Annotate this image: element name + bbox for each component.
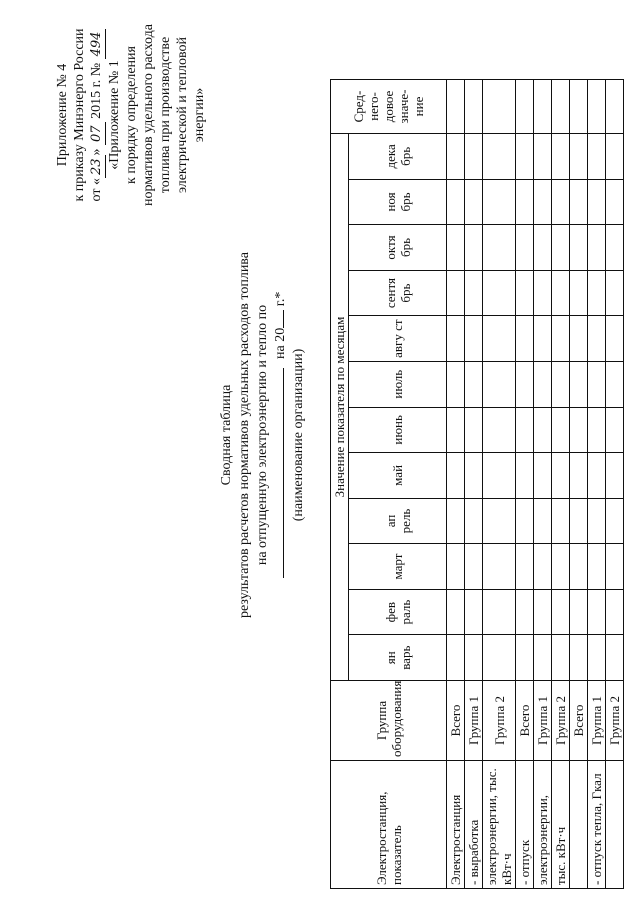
- table-row: [516, 80, 534, 889]
- month-value-cell: [465, 544, 483, 590]
- month-value-cell: [552, 225, 570, 271]
- month-value-cell: [465, 361, 483, 407]
- month-value-cell: [588, 589, 606, 635]
- month-value-cell: [570, 270, 588, 316]
- month-value-cell: [570, 635, 588, 681]
- month-header: март: [349, 544, 447, 590]
- month-value-cell: [465, 498, 483, 544]
- station-cell: Электростанция: [447, 761, 465, 889]
- group-cell: Всего: [516, 681, 534, 761]
- group-cell: Группа 2: [483, 681, 516, 761]
- month-value-cell: [447, 544, 465, 590]
- month-value-cell: [516, 179, 534, 225]
- month-value-cell: [570, 361, 588, 407]
- month-value-cell: [534, 316, 552, 362]
- col-average-header: Сред-него-довое значе-ние: [331, 80, 447, 134]
- month-value-cell: [570, 179, 588, 225]
- organization-caption: (наименование организации): [291, 348, 306, 522]
- average-value-cell: [483, 80, 516, 134]
- month-value-cell: [570, 225, 588, 271]
- month-value-cell: [516, 270, 534, 316]
- month-value-cell: [534, 270, 552, 316]
- month-header: ап рель: [349, 498, 447, 544]
- date-mid: »: [89, 148, 104, 156]
- order-day: 23: [88, 155, 106, 178]
- month-header: ян варь: [349, 635, 447, 681]
- station-cell: - отпуск тепла, Гкал: [588, 761, 606, 889]
- month-value-cell: [447, 134, 465, 180]
- month-value-cell: [552, 453, 570, 499]
- table-row: [483, 80, 516, 889]
- average-value-cell: [534, 80, 552, 134]
- month-value-cell: [447, 316, 465, 362]
- month-value-cell: [516, 316, 534, 362]
- group-cell: Всего: [570, 681, 588, 761]
- group-cell: Группа 1: [588, 681, 606, 761]
- month-value-cell: [465, 134, 483, 180]
- table-row: [606, 80, 624, 889]
- month-value-cell: [606, 407, 624, 453]
- month-value-cell: [552, 635, 570, 681]
- month-value-cell: [552, 270, 570, 316]
- month-value-cell: [534, 134, 552, 180]
- month-header: ноя брь: [349, 179, 447, 225]
- month-value-cell: [465, 635, 483, 681]
- month-value-cell: [483, 589, 516, 635]
- average-value-cell: [588, 80, 606, 134]
- month-value-cell: [516, 453, 534, 499]
- month-value-cell: [483, 635, 516, 681]
- month-value-cell: [465, 453, 483, 499]
- month-value-cell: [483, 453, 516, 499]
- month-header: июль: [349, 361, 447, 407]
- month-value-cell: [483, 361, 516, 407]
- month-value-cell: [483, 407, 516, 453]
- table-row: [447, 80, 465, 889]
- month-value-cell: [552, 498, 570, 544]
- month-value-cell: [588, 270, 606, 316]
- month-value-cell: [534, 635, 552, 681]
- month-value-cell: [588, 544, 606, 590]
- month-header: май: [349, 453, 447, 499]
- group-cell: Группа 1: [465, 681, 483, 761]
- average-value-cell: [516, 80, 534, 134]
- month-value-cell: [516, 635, 534, 681]
- month-value-cell: [465, 179, 483, 225]
- month-value-cell: [483, 544, 516, 590]
- month-value-cell: [588, 361, 606, 407]
- month-value-cell: [534, 225, 552, 271]
- title-line-3: на отпущенную электроэнергию и тепло по: [255, 304, 270, 566]
- month-value-cell: [552, 134, 570, 180]
- month-value-cell: [552, 589, 570, 635]
- order-year: 2015 г. №: [89, 62, 104, 119]
- month-value-cell: [516, 498, 534, 544]
- months-header: Значение показателя по месяцам: [331, 134, 349, 681]
- organization-blank: [283, 368, 284, 578]
- month-value-cell: [447, 453, 465, 499]
- month-value-cell: [483, 225, 516, 271]
- month-value-cell: [465, 407, 483, 453]
- order-date-line: [88, 20, 106, 210]
- month-value-cell: [447, 179, 465, 225]
- month-value-cell: [483, 179, 516, 225]
- month-value-cell: [552, 316, 570, 362]
- month-value-cell: [570, 544, 588, 590]
- month-value-cell: [516, 134, 534, 180]
- month-value-cell: [552, 361, 570, 407]
- month-value-cell: [534, 453, 552, 499]
- appendix-number: Приложение № 4: [55, 63, 70, 167]
- table-body: [447, 80, 624, 889]
- header-line-8: электрической и тепловой: [175, 36, 190, 194]
- month-value-cell: [588, 134, 606, 180]
- month-value-cell: [516, 361, 534, 407]
- month-value-cell: [606, 316, 624, 362]
- month-value-cell: [516, 589, 534, 635]
- month-value-cell: [534, 589, 552, 635]
- order-month: 07: [88, 122, 106, 145]
- title-line-2: результатов расчетов нормативов удельных расходов топлива: [237, 252, 252, 618]
- month-value-cell: [552, 179, 570, 225]
- month-value-cell: [534, 361, 552, 407]
- month-value-cell: [447, 498, 465, 544]
- col-group-header: Группа оборудования: [331, 681, 447, 761]
- month-value-cell: [606, 361, 624, 407]
- table-row: [534, 80, 552, 889]
- month-value-cell: [606, 589, 624, 635]
- month-value-cell: [570, 589, 588, 635]
- month-value-cell: [447, 635, 465, 681]
- title-line-1: Сводная таблица: [219, 384, 234, 486]
- month-value-cell: [606, 635, 624, 681]
- appendix-header: [54, 20, 208, 210]
- station-cell: [606, 761, 624, 889]
- rotated-page: [10, 10, 622, 895]
- order-number: 494: [88, 29, 106, 60]
- group-cell: Группа 2: [606, 681, 624, 761]
- month-value-cell: [570, 407, 588, 453]
- month-value-cell: [516, 544, 534, 590]
- period-line: [272, 175, 290, 695]
- month-value-cell: [483, 270, 516, 316]
- table-title: [218, 175, 308, 695]
- table-row: [570, 80, 588, 889]
- month-value-cell: [588, 635, 606, 681]
- month-value-cell: [588, 407, 606, 453]
- month-value-cell: [483, 316, 516, 362]
- month-value-cell: [534, 544, 552, 590]
- period-suffix: г.*: [273, 291, 288, 307]
- summary-table: [330, 79, 624, 889]
- station-cell: электроэнергии, тыс. кВт·ч: [483, 761, 516, 889]
- group-cell: Группа 1: [534, 681, 552, 761]
- month-header: октя брь: [349, 225, 447, 271]
- month-value-cell: [534, 407, 552, 453]
- month-value-cell: [606, 225, 624, 271]
- month-value-cell: [588, 179, 606, 225]
- month-value-cell: [606, 134, 624, 180]
- header-line-6: нормативов удельного расхода: [141, 24, 156, 206]
- month-header: июнь: [349, 407, 447, 453]
- table-row: [552, 80, 570, 889]
- month-value-cell: [465, 270, 483, 316]
- month-value-cell: [465, 225, 483, 271]
- month-value-cell: [570, 453, 588, 499]
- month-header: дека брь: [349, 134, 447, 180]
- station-cell: - отпуск: [516, 761, 534, 889]
- month-header: фев раль: [349, 589, 447, 635]
- month-value-cell: [447, 589, 465, 635]
- month-value-cell: [588, 316, 606, 362]
- month-value-cell: [516, 407, 534, 453]
- group-cell: Всего: [447, 681, 465, 761]
- average-value-cell: [465, 80, 483, 134]
- month-value-cell: [588, 225, 606, 271]
- month-value-cell: [447, 407, 465, 453]
- order-reference: к приказу Минэнерго России: [72, 28, 87, 202]
- month-value-cell: [483, 134, 516, 180]
- table-row: [588, 80, 606, 889]
- month-value-cell: [516, 225, 534, 271]
- month-value-cell: [606, 270, 624, 316]
- month-value-cell: [606, 179, 624, 225]
- month-value-cell: [465, 589, 483, 635]
- month-value-cell: [534, 498, 552, 544]
- station-cell: [570, 761, 588, 889]
- year-blank: [283, 310, 284, 328]
- month-value-cell: [570, 498, 588, 544]
- month-value-cell: [534, 179, 552, 225]
- month-value-cell: [552, 544, 570, 590]
- month-header: авгу ст: [349, 316, 447, 362]
- date-prefix: от «: [89, 178, 104, 202]
- month-value-cell: [552, 407, 570, 453]
- station-cell: электроэнергии,: [534, 761, 552, 889]
- header-line-9: энергии»: [192, 87, 207, 143]
- month-value-cell: [447, 225, 465, 271]
- month-value-cell: [606, 544, 624, 590]
- station-cell: тыс. кВт·ч: [552, 761, 570, 889]
- average-value-cell: [606, 80, 624, 134]
- month-value-cell: [447, 361, 465, 407]
- col-station-header: Электростанция, показатель: [331, 761, 447, 889]
- average-value-cell: [552, 80, 570, 134]
- average-value-cell: [570, 80, 588, 134]
- month-value-cell: [570, 134, 588, 180]
- month-value-cell: [483, 498, 516, 544]
- table-row: [465, 80, 483, 889]
- month-value-cell: [588, 453, 606, 499]
- month-value-cell: [570, 316, 588, 362]
- appendix-1: «Приложение № 1: [107, 60, 122, 170]
- month-value-cell: [606, 453, 624, 499]
- group-cell: Группа 2: [552, 681, 570, 761]
- header-line-7: топлива при производстве: [158, 36, 173, 194]
- period-prefix: на 20: [273, 327, 288, 359]
- month-value-cell: [447, 270, 465, 316]
- month-value-cell: [588, 498, 606, 544]
- month-value-cell: [606, 498, 624, 544]
- station-cell: - выработка: [465, 761, 483, 889]
- month-header: сентя брь: [349, 270, 447, 316]
- average-value-cell: [447, 80, 465, 134]
- month-value-cell: [465, 316, 483, 362]
- header-line-5: к порядку определения: [124, 46, 139, 184]
